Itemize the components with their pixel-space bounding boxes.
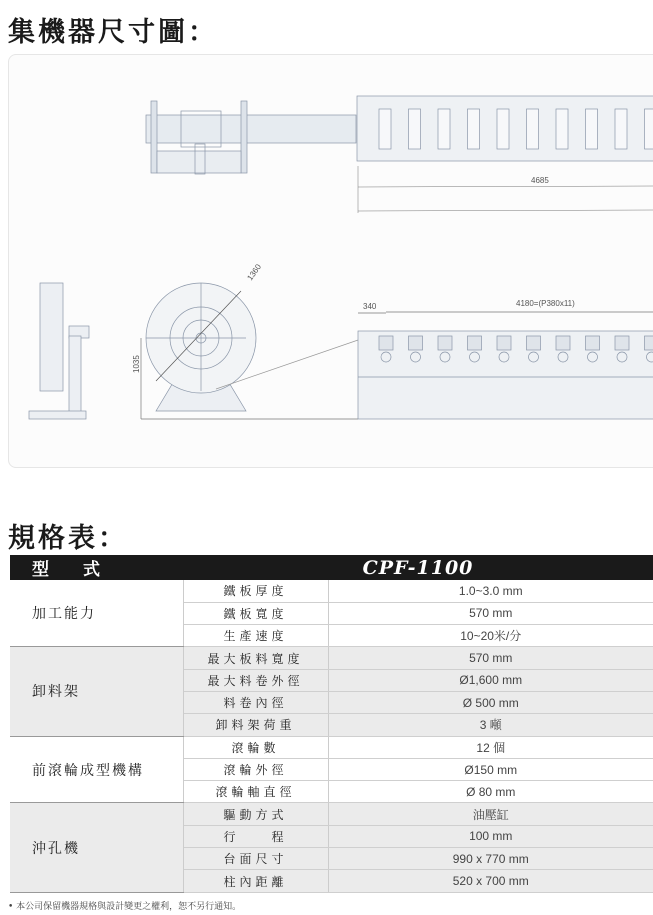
model-name: CPF-1100 — [183, 555, 653, 580]
spec-item: 最大料卷外徑 — [183, 669, 328, 691]
spec-item: 鐵板寬度 — [183, 602, 328, 624]
roll-former-front-view — [358, 312, 653, 419]
spec-item: 柱內距離 — [183, 870, 328, 892]
dimension-4685-label: 4685 — [531, 176, 549, 185]
decoiler-side-view — [29, 283, 89, 419]
spec-value: 油壓缸 — [328, 803, 653, 825]
spec-value: Ø 500 mm — [328, 691, 653, 713]
spec-value: 990 x 770 mm — [328, 848, 653, 870]
machine-dimension-drawing — [8, 54, 653, 468]
decoiler-top-view — [146, 101, 356, 174]
spec-value: 12 個 — [328, 736, 653, 758]
spec-value: 10~20米/分 — [328, 625, 653, 647]
roller-top — [409, 109, 421, 149]
table-row — [10, 647, 653, 669]
spec-value: 100 mm — [328, 825, 653, 847]
table-row — [10, 736, 653, 758]
roller-top — [556, 109, 568, 149]
spec-value: 520 x 700 mm — [328, 870, 653, 892]
roller-top — [615, 109, 627, 149]
spec-item: 料卷內徑 — [183, 691, 328, 713]
group-label: 沖孔機 — [10, 803, 183, 892]
spec-table — [10, 555, 653, 893]
table-row — [10, 803, 653, 825]
roller-stand — [645, 336, 653, 350]
spec-item: 生產速度 — [183, 625, 328, 647]
dimension-1360-label: 1360 — [245, 262, 264, 283]
dimension-1035-label: 1035 — [132, 355, 141, 373]
model-label: 型 式 — [10, 555, 183, 580]
spec-table-header — [10, 555, 653, 580]
spec-item: 滾輪數 — [183, 736, 328, 758]
spec-item: 鐵板厚度 — [183, 580, 328, 602]
roller-top — [586, 109, 598, 149]
roller-stand — [379, 336, 393, 350]
spec-value: Ø1,600 mm — [328, 669, 653, 691]
roller-stand — [556, 336, 570, 350]
spec-item: 台面尺寸 — [183, 848, 328, 870]
spec-item: 行 程 — [183, 825, 328, 847]
drawing-title: 集機器尺寸圖： — [8, 17, 218, 48]
spec-title: 規格表： — [8, 523, 128, 554]
spec-item: 滾輪軸直徑 — [183, 781, 328, 803]
roller-stand — [468, 336, 482, 350]
roller-stand — [527, 336, 541, 350]
roller-stand — [438, 336, 452, 350]
roll-former-top-view — [357, 96, 653, 161]
dimension-4180-label: 4180=(P380x11) — [516, 299, 575, 308]
roller-top — [379, 109, 391, 149]
spec-item: 卸料架荷重 — [183, 714, 328, 736]
spec-value: 3 噸 — [328, 714, 653, 736]
disclaimer-note: • 本公司保留機器規格與設計變更之權利，恕不另行通知。 — [8, 902, 242, 912]
decoiler-front-view — [141, 283, 361, 419]
roller-top — [438, 109, 450, 149]
group-label: 前滾輪成型機構 — [10, 736, 183, 803]
roller-stand — [409, 336, 423, 350]
spec-value: Ø 80 mm — [328, 781, 653, 803]
spec-value: 1.0~3.0 mm — [328, 580, 653, 602]
spec-item: 最大板料寬度 — [183, 647, 328, 669]
roller-top — [497, 109, 509, 149]
spec-value: 570 mm — [328, 602, 653, 624]
spec-value: Ø150 mm — [328, 758, 653, 780]
roller-stand — [615, 336, 629, 350]
dimension-4685 — [358, 166, 653, 213]
spec-value: 570 mm — [328, 647, 653, 669]
group-label: 卸料架 — [10, 647, 183, 736]
roller-stand — [497, 336, 511, 350]
dimension-340-label: 340 — [363, 302, 377, 311]
roller-top — [527, 109, 539, 149]
roller-stand — [586, 336, 600, 350]
roller-top — [468, 109, 480, 149]
spec-item: 滾輪外徑 — [183, 758, 328, 780]
group-label: 加工能力 — [10, 580, 183, 647]
table-row — [10, 580, 653, 602]
spec-item: 驅動方式 — [183, 803, 328, 825]
roller-top — [645, 109, 653, 149]
